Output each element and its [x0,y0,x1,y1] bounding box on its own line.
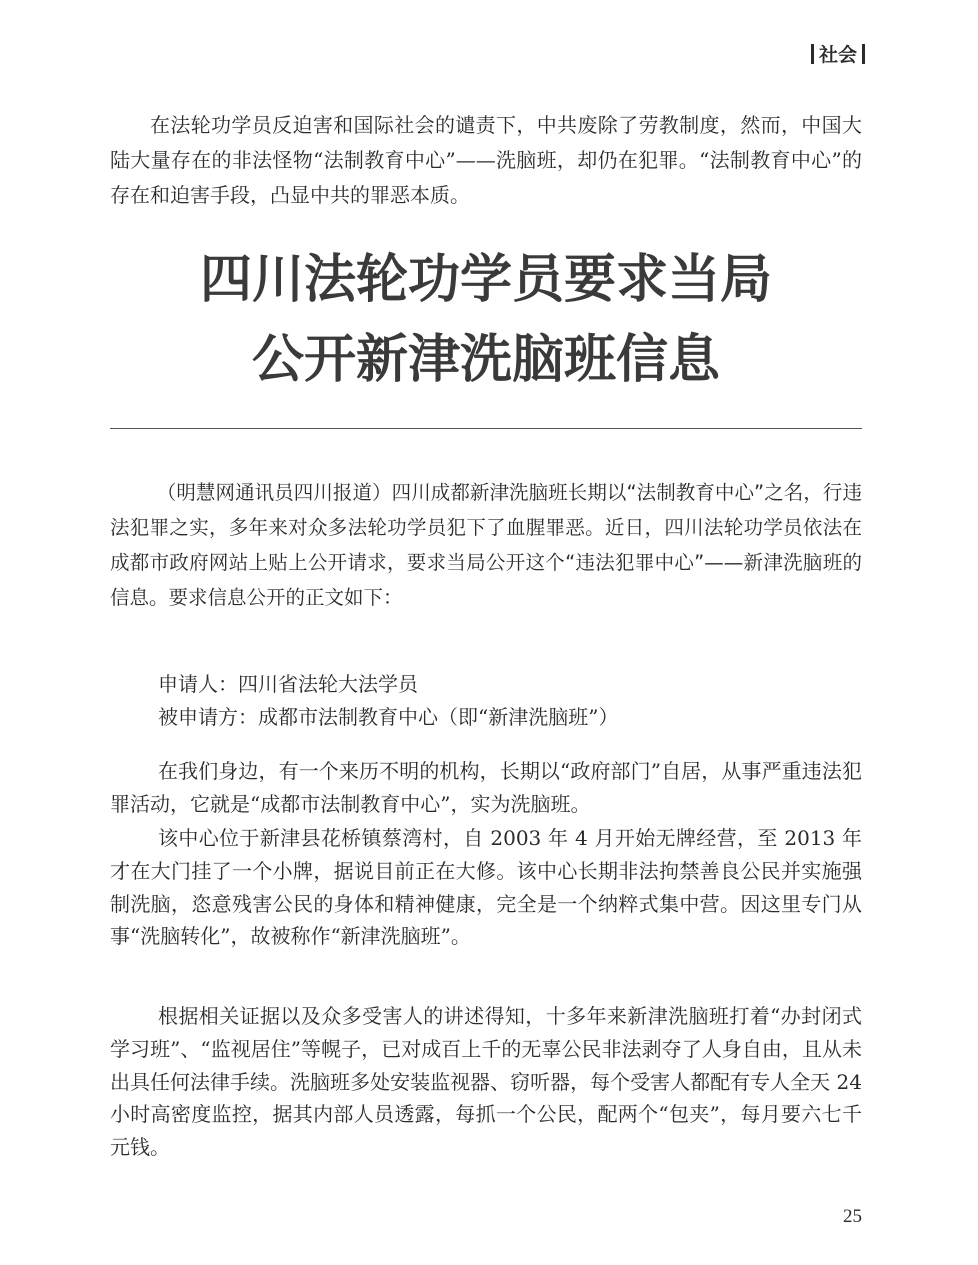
body-paragraph: 该中心位于新津县花桥镇蔡湾村，自 2003 年 4 月开始无牌经营，至 2013 年才在大门挂了一个小牌，据说目前正在大修。该中心长期非法拘禁善良公民并实施强制洗脑，恣意残害公民的身体和精神健康，完全是一个纳粹式集中营。因这里专门从事“洗脑转化”，故被称作“新津洗脑班”。 [110,826,862,949]
headline-line-2: 公开新津洗脑班信息 [251,330,720,390]
page-number: 25 [843,1206,862,1227]
article-headline [110,240,862,400]
body-paragraph: 在我们身边，有一个来历不明的机构，长期以“政府部门”自居，从事严重违法犯罪活动，它就是“成都市法制教育中心”，实为洗脑班。 [110,759,862,816]
intro-paragraph: （明慧网通讯员四川报道）四川成都新津洗脑班长期以“法制教育中心”之名，行违法犯罪之实，多年来对众多法轮功学员犯下了血腥罪恶。近日，四川法轮功学员依法在成都市政府网站上贴上公开请求，要求当局公开这个“违法犯罪中心”——新津洗脑班的信息。要求信息公开的正文如下： [110,481,862,609]
section-tag [806,40,870,67]
section-label: 社会 [818,44,857,66]
headline-line-1: 四川法轮功学员要求当局 [199,250,772,310]
section-bar-right [862,44,865,64]
lead-paragraph: 在法轮功学员反迫害和国际社会的谴责下，中共废除了劳教制度，然而，中国大陆大量存在的非法怪物“法制教育中心”——洗脑班，却仍在犯罪。“法制教育中心”的存在和迫害手段，凸显中共的罪恶本质。 [110,113,862,207]
body-paragraph: 根据相关证据以及众多受害人的讲述得知，十多年来新津洗脑班打着“办封闭式学习班”、“监视居住”等幌子，已对成百上千的无辜公民非法剥夺了人身自由，且从未出具任何法律手续。洗脑班多处安装监视器、窃听器，每个受害人都配有专人全天 24 小时高密度监控，据其内部人员透露，每抓一个公民，配两个“包夹”，每月要六七千元钱。 [110,1004,862,1160]
section-bar-left [811,44,814,64]
applicant-line: 申请人：四川省法轮大法学员 [158,672,418,696]
headline-divider [110,428,862,429]
respondent-line: 被申请方：成都市法制教育中心（即“新津洗脑班”） [158,705,619,729]
